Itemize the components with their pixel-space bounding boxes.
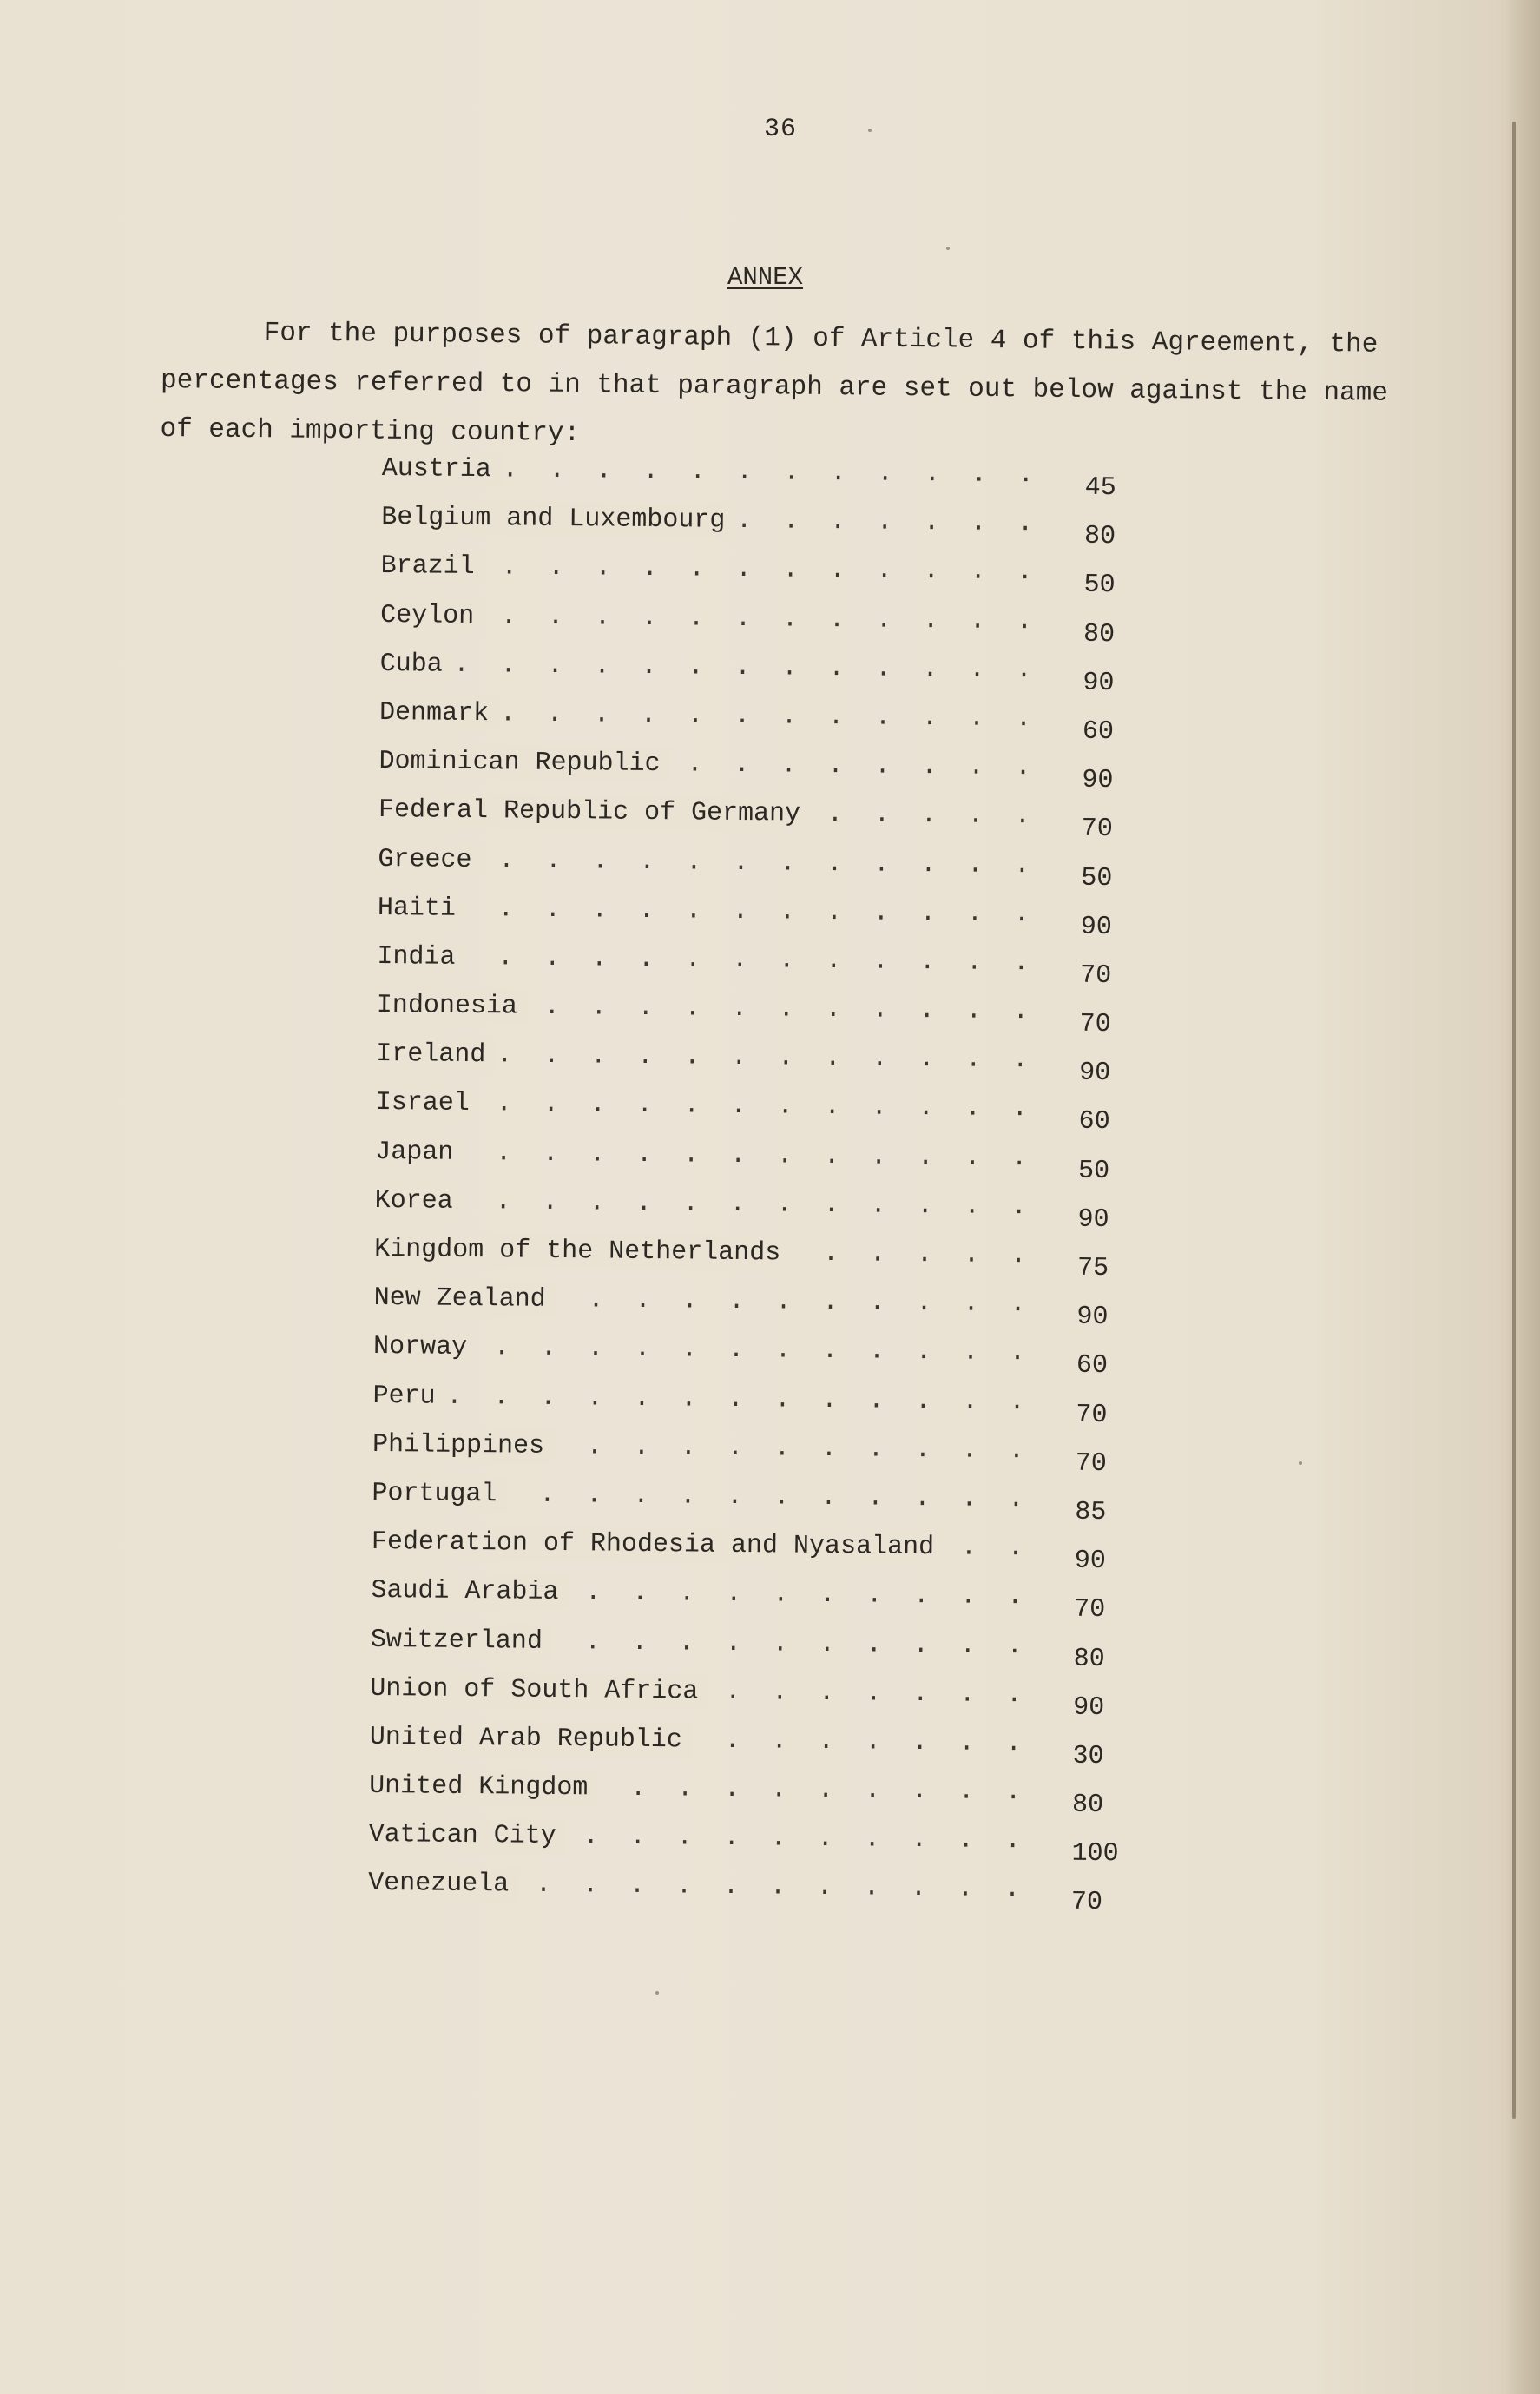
country-name: United Kingdom (369, 1769, 598, 1806)
list-item (369, 1769, 1168, 1825)
percentage-value: 90 (1082, 765, 1114, 796)
percentage-value: 90 (1072, 1692, 1105, 1723)
country-name: Korea (375, 1184, 464, 1219)
country-name: United Arab Republic (370, 1720, 693, 1758)
paper-speck (655, 1991, 659, 1995)
percentage-value: 50 (1081, 863, 1113, 894)
percentage-value: 50 (1083, 570, 1116, 601)
percentage-value: 80 (1083, 619, 1116, 650)
percentage-value: 70 (1074, 1595, 1106, 1626)
list-item (373, 1281, 1172, 1337)
dot-leader (377, 940, 1037, 980)
paper-speck (868, 129, 872, 132)
country-name: Switzerland (371, 1622, 553, 1659)
percentage-value: 50 (1077, 1156, 1110, 1186)
percentage-value: 90 (1074, 1546, 1106, 1577)
country-name: Ireland (376, 1037, 496, 1072)
country-name: Dominican Republic (378, 744, 670, 782)
percentage-value: 60 (1082, 716, 1115, 748)
percentage-value: 70 (1081, 814, 1114, 845)
percentage-value: 80 (1071, 1790, 1104, 1821)
country-name: Belgium and Luxembourg (381, 500, 735, 538)
country-name: Israel (376, 1085, 480, 1121)
list-item (379, 647, 1178, 703)
list-item (374, 1184, 1173, 1240)
list-item (370, 1672, 1168, 1728)
list-item (380, 598, 1179, 655)
country-name: Peru (372, 1379, 445, 1415)
country-name: Haiti (378, 891, 466, 927)
page-number: 36 (764, 115, 798, 144)
list-item (375, 1135, 1174, 1191)
country-name: India (377, 940, 465, 975)
list-item (377, 988, 1175, 1045)
percentage-value: 45 (1084, 472, 1116, 504)
country-name: Portugal (372, 1476, 507, 1512)
country-name: Austria (382, 452, 502, 487)
percentage-list (368, 452, 1181, 1922)
country-name: Denmark (379, 696, 499, 731)
list-item (376, 1037, 1175, 1093)
dot-leader (379, 647, 1039, 688)
percentage-value: 75 (1076, 1253, 1109, 1284)
country-name: Norway (373, 1329, 477, 1365)
country-name: Kingdom of the Netherlands (374, 1232, 791, 1271)
list-item (380, 549, 1179, 605)
list-item (381, 452, 1180, 508)
list-item (378, 744, 1177, 801)
list-item (371, 1573, 1169, 1630)
country-name: Ceylon (380, 598, 484, 634)
percentage-value: 60 (1078, 1107, 1110, 1138)
dot-leader (372, 1379, 1032, 1420)
percentage-value: 60 (1076, 1351, 1109, 1382)
percentage-value: 70 (1076, 1400, 1108, 1430)
list-item (369, 1720, 1168, 1777)
country-name: Federal Republic of Germany (378, 793, 811, 832)
list-item (373, 1329, 1172, 1386)
list-item (375, 1085, 1174, 1142)
list-item (378, 793, 1177, 849)
country-name: Indonesia (377, 988, 528, 1025)
percentage-value: 70 (1075, 1448, 1108, 1479)
list-item (371, 1622, 1169, 1678)
list-item (372, 1379, 1171, 1435)
list-item (372, 1476, 1170, 1533)
list-item (374, 1232, 1173, 1289)
dot-leader (375, 1135, 1035, 1176)
intro-paragraph (160, 308, 1403, 467)
list-item (372, 1428, 1171, 1484)
percentage-value: 30 (1072, 1741, 1104, 1771)
percentage-value: 90 (1079, 1058, 1111, 1089)
page-edge-shadow (1505, 0, 1540, 2394)
dot-leader (375, 1184, 1035, 1224)
country-name: Cuba (379, 647, 452, 683)
country-name: Japan (375, 1135, 464, 1171)
country-name: Venezuela (368, 1866, 519, 1903)
percentage-value: 85 (1075, 1497, 1107, 1528)
country-name: Vatican City (369, 1817, 567, 1854)
percentage-value: 90 (1080, 912, 1112, 942)
country-name: Philippines (372, 1428, 555, 1464)
percentage-value: 90 (1077, 1204, 1109, 1235)
dot-leader (378, 891, 1037, 932)
list-item (368, 1866, 1167, 1922)
paper-speck (946, 247, 950, 250)
percentage-value: 70 (1070, 1888, 1103, 1918)
percentage-value: 90 (1076, 1302, 1109, 1333)
list-item (379, 696, 1178, 752)
percentage-value: 80 (1083, 521, 1116, 552)
paper-speck (1299, 1461, 1302, 1465)
country-name: Federation of Rhodesia and Nyasaland (372, 1525, 944, 1565)
percentage-value: 80 (1073, 1644, 1105, 1674)
intro-line: of each importing country: (160, 413, 581, 450)
list-item (377, 940, 1175, 996)
percentage-value: 70 (1079, 1009, 1111, 1040)
country-name: Saudi Arabia (371, 1573, 569, 1610)
country-name: Brazil (381, 549, 485, 584)
percentage-value: 90 (1083, 668, 1115, 698)
country-name: Greece (378, 841, 482, 877)
intro-line: percentages referred to in that paragraph are set out below against the name (160, 365, 1389, 409)
country-name: New Zealand (373, 1281, 556, 1317)
annex-heading: ANNEX (727, 263, 804, 292)
binding-edge (1512, 122, 1516, 2119)
list-item (372, 1525, 1170, 1581)
country-name: Union of South Africa (370, 1672, 708, 1710)
list-item (368, 1817, 1167, 1874)
list-item (378, 891, 1176, 947)
list-item (381, 500, 1180, 557)
intro-line: For the purposes of paragraph (1) of Article 4 of this Agreement, the (263, 318, 1379, 360)
list-item (378, 841, 1176, 898)
percentage-value: 70 (1080, 960, 1112, 991)
percentage-value: 100 (1071, 1838, 1119, 1870)
